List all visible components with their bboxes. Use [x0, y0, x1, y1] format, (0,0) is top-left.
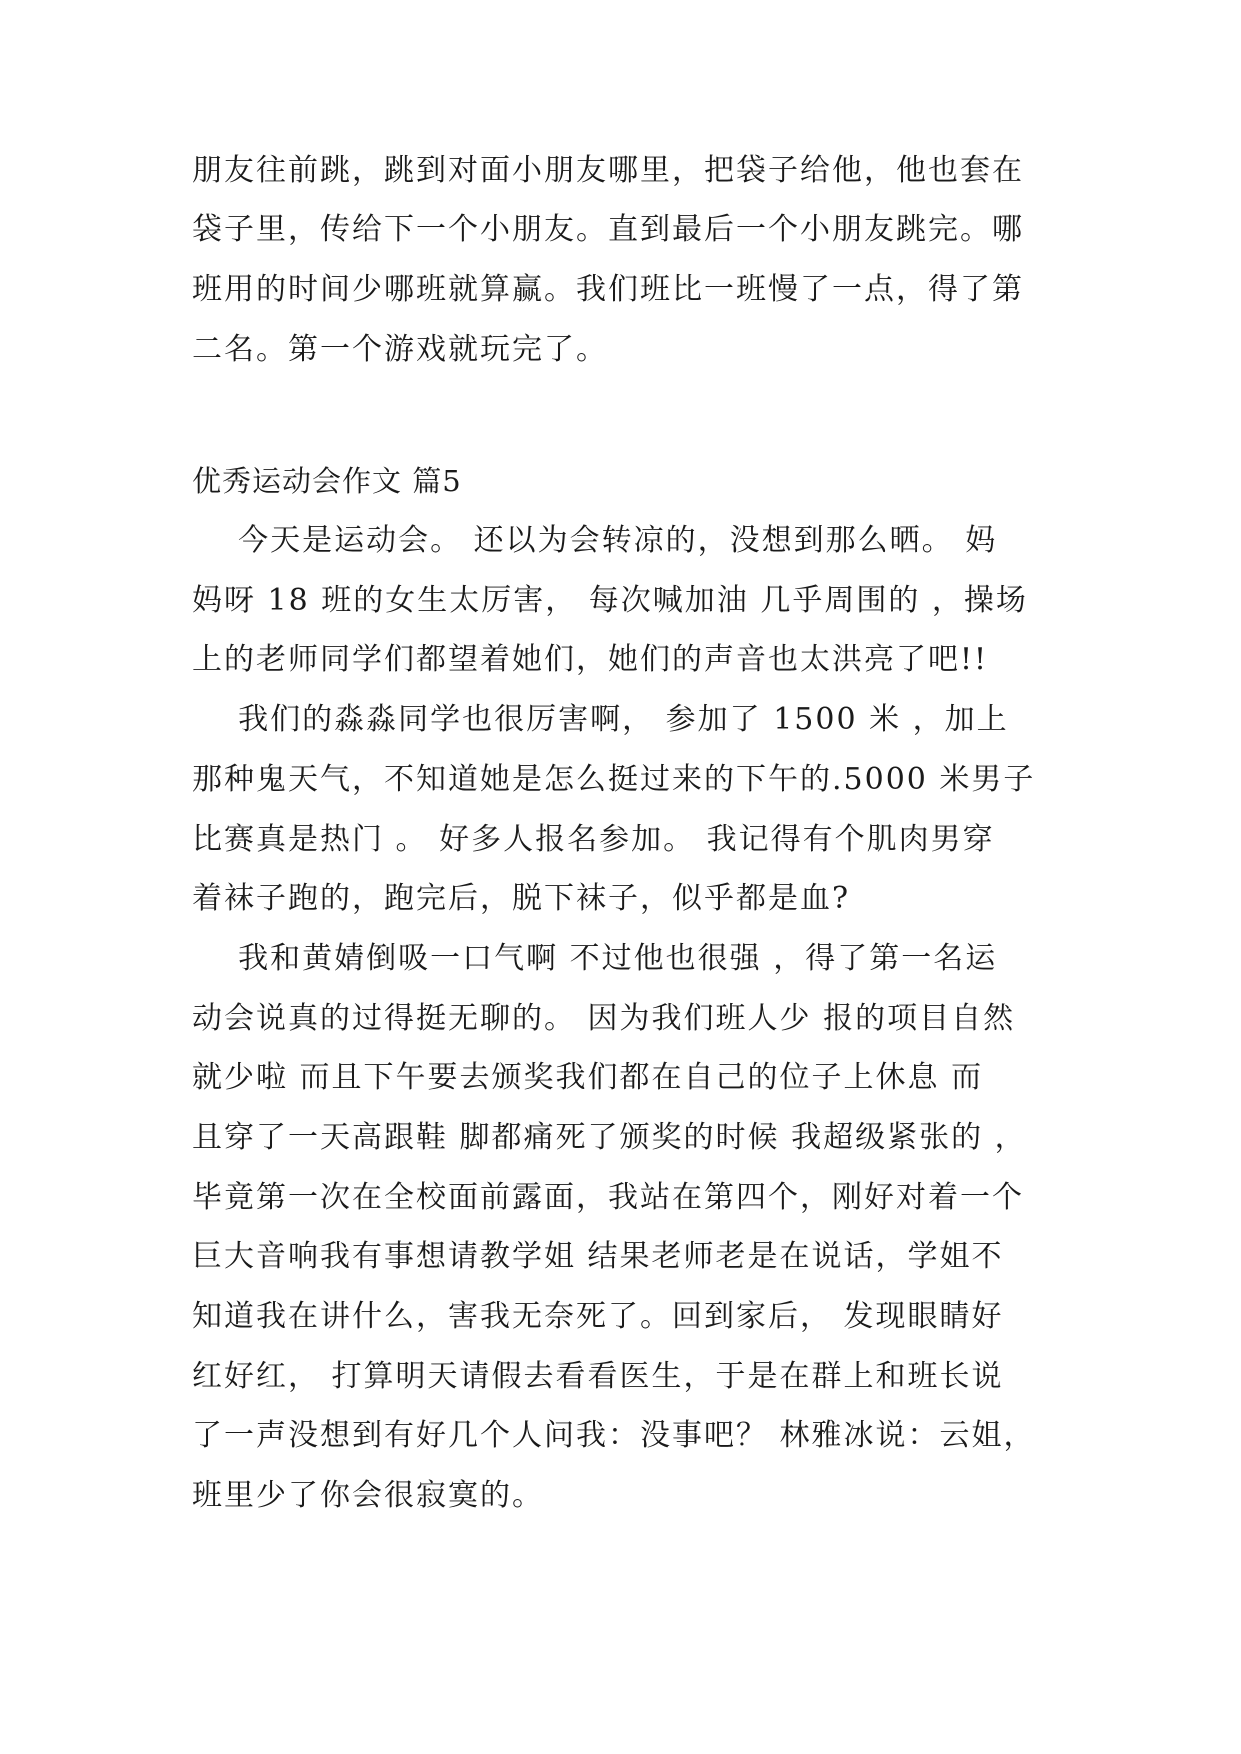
text-line: 袋子里，传给下一个小朋友。直到最后一个小朋友跳完。哪: [192, 212, 1024, 247]
text-line: 动会说真的过得挺无聊的。 因为我们班人少 报的项目自然: [192, 1001, 1016, 1036]
text-line: 妈呀 18 班的女生太厉害， 每次喊加油 几乎周围的 ，操场: [192, 583, 1028, 618]
text-line: 今天是运动会。 还以为会转凉的，没想到那么晒。 妈: [192, 523, 998, 558]
text-line: 朋友往前跳，跳到对面小朋友哪里，把袋子给他，他也套在: [192, 153, 1024, 188]
text-line: 巨大音响我有事想请教学姐 结果老师老是在说话，学姐不: [192, 1239, 1004, 1274]
text-line: 二名。第一个游戏就玩完了。: [192, 332, 608, 367]
text-line: 班用的时间少哪班就算赢。我们班比一班慢了一点，得了第: [192, 272, 1024, 307]
text-line: 知道我在讲什么，害我无奈死了。回到家后， 发现眼睛好: [192, 1299, 1004, 1334]
text-line: 了一声没想到有好几个人问我：没事吧？ 林雅冰说：云姐，: [192, 1418, 1036, 1453]
section-heading: 优秀运动会作文 篇5: [192, 464, 462, 498]
text-line: 比赛真是热门 。 好多人报名参加。 我记得有个肌肉男穿: [192, 822, 995, 857]
text-line: 且穿了一天高跟鞋 脚都痛死了颁奖的时候 我超级紧张的 ，: [192, 1120, 1027, 1155]
text-line: 班里少了你会很寂寞的。: [192, 1478, 544, 1513]
text-line: 红好红， 打算明天请假去看看医生，于是在群上和班长说: [192, 1359, 1004, 1394]
text-line: 就少啦 而且下午要去颁奖我们都在自己的位子上休息 而: [192, 1060, 984, 1095]
text-line: 上的老师同学们都望着她们，她们的声音也太洪亮了吧!!: [192, 642, 989, 677]
text-line: 我们的淼淼同学也很厉害啊， 参加了 1500 米 ，加上: [192, 702, 1009, 737]
text-line: 那种鬼天气，不知道她是怎么挺过来的下午的.5000 米男子: [192, 762, 1036, 797]
text-line: 毕竟第一次在全校面前露面，我站在第四个，刚好对着一个: [192, 1180, 1024, 1215]
text-line: 我和黄婧倒吸一口气啊 不过他也很强 ，得了第一名运: [192, 941, 998, 976]
text-line: 着袜子跑的，跑完后，脱下袜子，似乎都是血?: [192, 881, 851, 916]
